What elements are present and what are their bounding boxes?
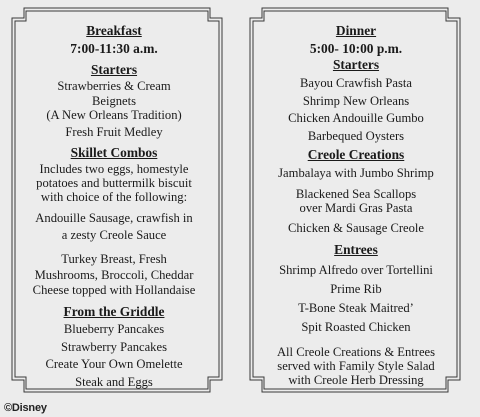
- creole-item: Blackened Sea Scallops: [295, 187, 417, 201]
- dinner-note: served with Family Style Salad: [277, 359, 435, 373]
- skillet-description: Includes two eggs, homestyle: [39, 162, 189, 176]
- dinner-starter-item: Barbequed Oysters: [307, 129, 405, 143]
- griddle-item: Strawberry Pancakes: [61, 340, 167, 354]
- dinner-starters-heading: Starters: [332, 57, 380, 72]
- griddle-item: Create Your Own Omelette: [45, 357, 183, 371]
- dinner-starter-item: Shrimp New Orleans: [302, 94, 410, 108]
- griddle-heading: From the Griddle: [63, 304, 165, 319]
- dinner-hours: 5:00- 10:00 p.m.: [309, 41, 403, 56]
- breakfast-starter-item: Beignets: [91, 94, 137, 108]
- entree-item: T-Bone Steak Maitred’: [298, 301, 414, 315]
- breakfast-title: Breakfast: [86, 23, 142, 38]
- creole-item: over Mardi Gras Pasta: [299, 201, 413, 215]
- dinner-column: [242, 0, 470, 417]
- skillet-option: Turkey Breast, Fresh: [61, 252, 167, 266]
- breakfast-starter-item: (A New Orleans Tradition): [46, 108, 182, 122]
- skillet-description: potatoes and buttermilk biscuit: [36, 176, 192, 190]
- dinner-starter-item: Chicken Andouille Gumbo: [288, 111, 424, 125]
- skillet-option: a zesty Creole Sauce: [61, 228, 167, 242]
- entrees-heading: Entrees: [334, 242, 378, 257]
- dinner-note: with Creole Herb Dressing: [288, 373, 424, 387]
- creole-creations-heading: Creole Creations: [307, 147, 405, 162]
- entree-item: Shrimp Alfredo over Tortellini: [279, 263, 433, 277]
- dinner-note: All Creole Creations & Entrees: [276, 345, 436, 359]
- breakfast-column: [0, 0, 228, 417]
- dinner-starter-item: Bayou Crawfish Pasta: [300, 76, 412, 90]
- copyright-watermark: ©Disney: [4, 402, 47, 414]
- creole-item: Chicken & Sausage Creole: [287, 221, 425, 235]
- breakfast-starters-heading: Starters: [90, 62, 138, 77]
- entree-item: Spit Roasted Chicken: [301, 320, 411, 334]
- breakfast-starter-item: Strawberries & Cream: [57, 79, 171, 93]
- breakfast-starter-item: Fresh Fruit Medley: [65, 125, 163, 139]
- breakfast-hours: 7:00-11:30 a.m.: [70, 41, 158, 56]
- griddle-item: Steak and Eggs: [75, 375, 153, 389]
- skillet-option: Cheese topped with Hollandaise: [32, 283, 196, 297]
- skillet-description: with choice of the following:: [40, 190, 188, 204]
- skillet-option: Andouille Sausage, crawfish in: [35, 211, 193, 225]
- creole-item: Jambalaya with Jumbo Shrimp: [278, 166, 434, 180]
- entree-item: Prime Rib: [330, 282, 382, 296]
- skillet-option: Mushrooms, Broccoli, Cheddar: [34, 268, 194, 282]
- griddle-item: Blueberry Pancakes: [63, 322, 165, 336]
- dinner-title: Dinner: [335, 23, 377, 38]
- skillet-combos-heading: Skillet Combos: [70, 145, 158, 160]
